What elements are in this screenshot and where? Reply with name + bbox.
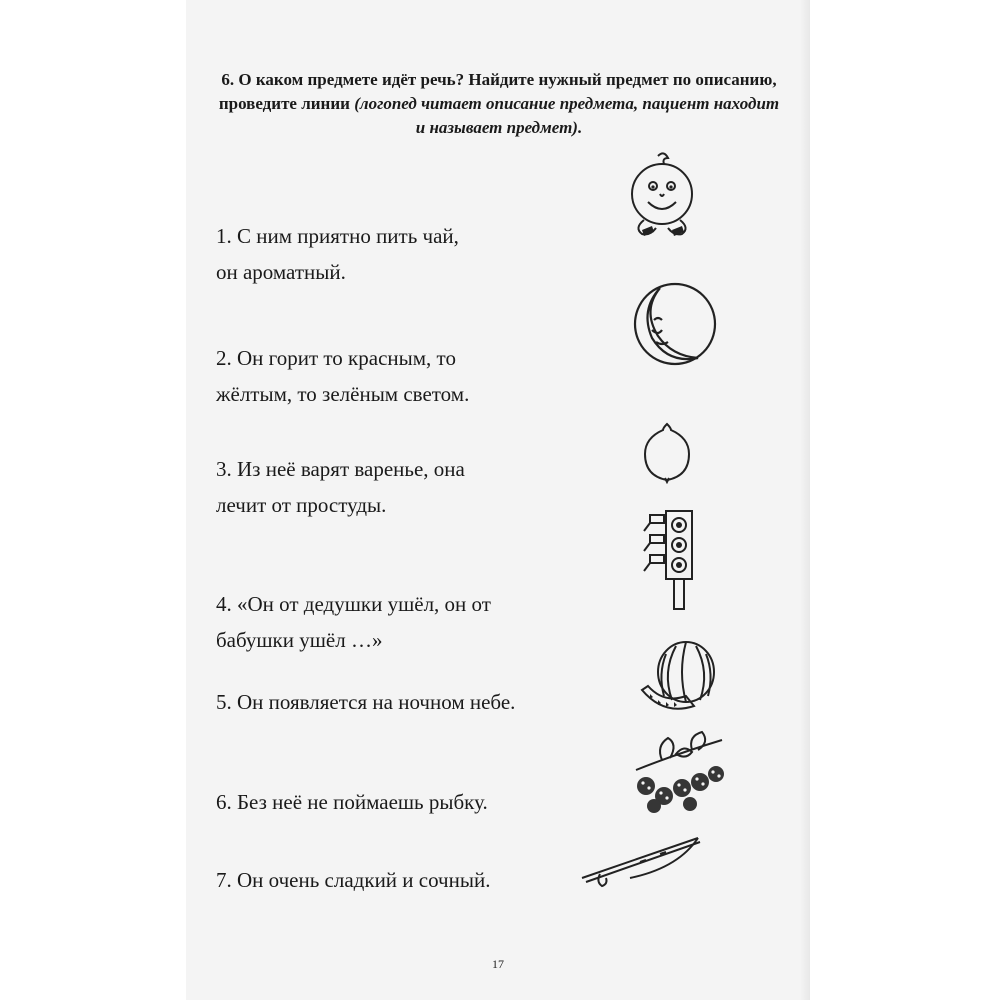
- description-3: 3. Из неё варят варенье, она лечит от простуды.: [216, 457, 465, 517]
- description-5: 5. Он появляется на ночном небе.: [216, 690, 516, 714]
- description-2: 2. Он горит то красным, то жёлтым, то зелёным светом.: [216, 346, 470, 406]
- heading-text: 6. О каком предмете идёт речь? Найдите нужный предмет по описанию, проведите линии: [218, 70, 777, 113]
- traffic-light-icon: [636, 505, 708, 615]
- description-4: 4. «Он от дедушки ушёл, он от бабушки ушёл …»: [216, 592, 491, 652]
- watermelon-icon: [636, 636, 722, 716]
- kolobok-icon: [620, 150, 704, 242]
- page-number: 17: [492, 957, 504, 971]
- fishing-rod-icon: [580, 834, 704, 890]
- exercise-heading: [216, 68, 782, 140]
- moon-icon: [630, 276, 720, 372]
- description-1: 1. С ним приятно пить чай, он ароматный.: [216, 224, 459, 284]
- raspberry-icon: [632, 730, 732, 820]
- lemon-icon: [642, 422, 692, 484]
- description-7: 7. Он очень сладкий и сочный.: [216, 868, 491, 892]
- description-6: 6. Без неё не поймаешь рыбку.: [216, 790, 488, 814]
- book-page: [186, 0, 810, 1000]
- heading-note: (логопед читает описание предмета, пациент находит и называет предмет).: [354, 94, 780, 137]
